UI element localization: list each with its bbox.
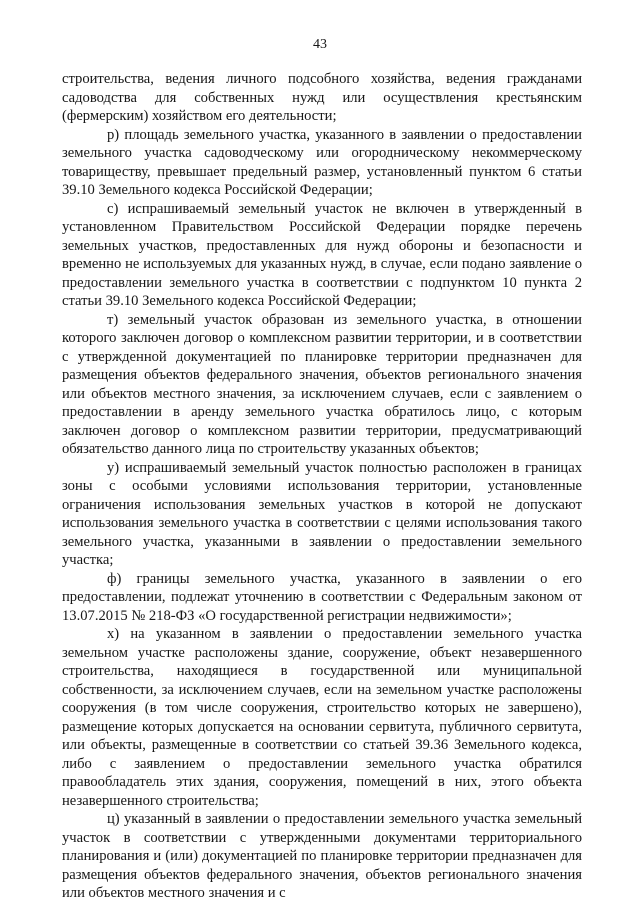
paragraph-item-f: ф) границы земельного участка, указанного в заявлении о его предоставлении, подлежат уточнению в соответствии с Федеральным законом от 13.07.2015 № 218-ФЗ «О государственной регистрации недвижимости»; <box>62 570 582 624</box>
paragraph-item-kh: х) на указанном в заявлении о предоставлении земельного участка земельном участке расположены здание, сооружение, объект незавершенного строительства, находящиеся в государственной или муниципальной собственности, за исключением случаев, если на земельном участке расположены сооружения (в том числе сооружения, строительство которых не завершено), размещение которых допускается на основании сервитута, публичного сервитута, или объекты, размещенные в соответствии со статьей 39.36 Земельного кодекса, либо с заявлением о предоставлении земельного участка обратился правообладатель этих здания, сооружения, помещений в них, этого объекта незавершенного строительства; <box>62 626 582 809</box>
paragraph-item-u: у) испрашиваемый земельный участок полностью расположен в границах зоны с особыми условиями использования территории, установленные ограничения использования земельных участков в которой не допускают использования земельного участка в соответствии с целями использования такого земельного участка, указанными в заявлении о предоставлении земельного участка; <box>62 459 582 568</box>
paragraph-item-r: р) площадь земельного участка, указанного в заявлении о предоставлении земельного участка садоводческому или огородническому некоммерческому товариществу, превышает предельный размер, установленный пунктом 6 статьи 39.10 Земельного кодекса Российской Федерации; <box>62 126 582 198</box>
paragraph-item-ts: ц) указанный в заявлении о предоставлении земельного участка земельный участок в соответствии с утвержденными документами территориального планирования и (или) документацией по планировке территории предназначен для размещения объектов федерального значения, объектов регионального значения или объектов местного значения и с <box>62 811 582 901</box>
document-body <box>62 70 582 903</box>
paragraph-continuation: строительства, ведения личного подсобного хозяйства, ведения гражданами садоводства для собственных нужд или осуществления крестьянским (фермерским) хозяйством его деятельности; <box>62 71 582 124</box>
page-number: 43 <box>313 37 327 52</box>
paragraph-item-s: с) испрашиваемый земельный участок не включен в утвержденный в установленном Правительством Российской Федерации порядке перечень земельных участков, предоставленных для нужд обороны и безопасности и временно не используемых для указанных нужд, в случае, если подано заявление о предоставлении земельного участка в соответствии с подпунктом 10 пункта 2 статьи 39.10 Земельного кодекса Российской Федерации; <box>62 200 582 309</box>
paragraph-item-t: т) земельный участок образован из земельного участка, в отношении которого заключен договор о комплексном развитии территории, и в соответствии с утвержденной документацией по планировке территории предназначен для размещения объектов федерального значения, объектов регионального значения или объектов местного значения, за исключением случаев, если с заявлением о предоставлении в аренду земельного участка обратилось лицо, с которым заключен договор о комплексном развитии территории, предусматривающий обязательство данного лица по строительству указанных объектов; <box>62 311 582 457</box>
